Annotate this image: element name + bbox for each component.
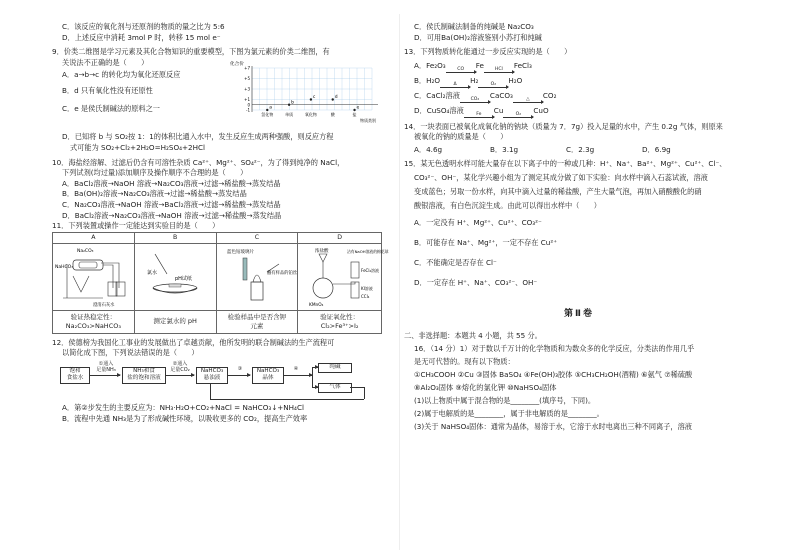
flow-box-brine: 饱和 食盐水 xyxy=(60,367,90,384)
q13-option-a xyxy=(404,58,754,73)
q14-options xyxy=(404,143,754,157)
y-axis-label: 化合价 xyxy=(230,62,244,68)
species: CaCO₃ xyxy=(489,90,513,100)
label-nahco3: NaHCO₃ xyxy=(55,264,74,270)
flow-step-4: ④ xyxy=(293,365,299,372)
reaction-arrow xyxy=(478,82,508,88)
flow-step-3: ③ xyxy=(237,365,243,372)
q9-option-d-eq: 式可能为 SO₂+Cl₂+2H₂O=H₂SO₄+2HCl xyxy=(70,142,206,152)
label-ph-paper: pH试纸 xyxy=(175,275,193,282)
species: CaCl₂溶液 xyxy=(426,90,460,100)
q11-table xyxy=(52,232,389,334)
left-column xyxy=(52,22,394,424)
option-prefix: C． xyxy=(414,90,427,100)
q15-stem-2: CO₃²⁻、OH⁻，某化学兴趣小组为了测定其成分做了如下实验：向水样中滴入石蕊试液，溶液 xyxy=(414,172,708,182)
label-fecl2: FeCl₂溶液 xyxy=(360,267,379,273)
y-tick-label: -1 xyxy=(246,107,250,113)
apparatus-b xyxy=(135,244,216,310)
species: CuSO₄溶液 xyxy=(426,105,464,115)
q16-substances-2: ⑧Al₂O₃固体 ⑨熔化的氯化钾 ⑩NaHSO₄固体 xyxy=(414,382,557,392)
x-tick-label: 单质 xyxy=(285,112,294,118)
q11-header-d: D xyxy=(298,232,382,243)
species: H₂O xyxy=(508,75,523,85)
y-tick-label: +3 xyxy=(244,86,250,92)
y-tick-label: +7 xyxy=(244,65,250,71)
purpose-d-1: 验证氧化性： xyxy=(320,312,360,321)
q16-sub-1: (1)以上物质中属于混合物的是________(填序号，下同)。 xyxy=(414,395,596,405)
q13-option-d xyxy=(404,103,754,118)
q16-sub-3: (3)关于 NaHSO₄固体：通常为晶体，易溶于水，它溶于水时电离出三种不同离子，溶液 xyxy=(414,421,692,431)
reagent-label: O₂ xyxy=(515,111,522,117)
species: Cu xyxy=(493,105,504,115)
q14-stem-1: 14．一块表面已被氧化成氧化钠的钠块（质量为 7．7g）投入足量的水中，产生 0.2g 气体，则原来 xyxy=(404,121,723,131)
flow-box-suspension: NaHCO₃ 悬浊液 xyxy=(196,367,228,384)
point-label-b: b xyxy=(291,100,294,106)
q13-stem: 13．下列物质转化能通过一步反应实现的是（ ） xyxy=(404,47,572,57)
label-conc-hcl: 浓盐酸 xyxy=(314,248,329,254)
label-platinum-wire: 蘸有样品的铂丝 xyxy=(266,270,297,276)
q12-option-d: D．可用Ba(OH)₂溶液鉴别小苏打和纯碱 xyxy=(414,32,542,42)
reagent-label: Fe xyxy=(476,111,482,117)
label-chlorine-water: 氯水 xyxy=(147,269,158,276)
x-tick-label: 氢化物 xyxy=(261,112,274,118)
point-e xyxy=(353,109,355,111)
q16-stem-2: 是无可代替的。现有以下物质： xyxy=(414,356,515,366)
label-cobalt-glass: 蓝色钴玻璃片 xyxy=(226,249,254,255)
right-column xyxy=(404,22,754,433)
point-c xyxy=(310,99,312,101)
species: H₂ xyxy=(470,75,479,85)
q11-header-b: B xyxy=(134,232,216,243)
q12-option-a: A．第②步发生的主要反应为：NH₃·H₂O+CO₂+NaCl = NaHCO₃↓+NH₄Cl xyxy=(62,402,304,412)
q15-stem-1: 15．某无色透明水样可能大量存在以下离子中的一种或几种：H⁺、Na⁺、Ba²⁺、Mg²⁺、Cu²⁺、Cl⁻、 xyxy=(404,158,727,168)
flow-arrow-3 xyxy=(228,375,250,376)
q15-option-b: B．可能存在 Na⁺、Mg²⁺，一定不存在 Cu²⁺ xyxy=(414,237,558,247)
part2-heading: 二、非选择题：本题共 4 小题，共 55 分。 xyxy=(404,330,542,340)
species: Fe₂O₃ xyxy=(426,60,446,70)
species: H₂O xyxy=(426,75,441,85)
point-label-d: d xyxy=(334,95,338,101)
purpose-a-1: 验证热稳定性： xyxy=(70,312,117,321)
x-axis-label: 物质类别 xyxy=(360,118,376,124)
y-tick-label: +5 xyxy=(244,76,250,82)
q12-option-b: B．流程中先通 NH₃是为了形成碱性环境，以吸收更多的 CO₂，提高生产效率 xyxy=(62,413,308,423)
flow-step-2: ②通入 足量CO₂ xyxy=(170,360,190,373)
reagent-label: HCl xyxy=(494,66,503,72)
reagent-label: Δ xyxy=(453,81,457,87)
flow-box-soda-ash: 纯碱 xyxy=(318,363,352,373)
label-limewater: 澄清石灰水 xyxy=(93,302,115,308)
y-tick-label: +1 xyxy=(244,97,250,103)
reagent-label: CO xyxy=(457,66,465,72)
species: Fe xyxy=(475,60,484,70)
point-label-e: e xyxy=(356,105,360,111)
q15-stem-3: 变成蓝色；另取一份水样，向其中滴入过量的稀盐酸，产生大量气泡，再加入硝酸酸化的硝 xyxy=(414,186,702,196)
q8-option-d: D．上述反应中消耗 3mol P 时，转移 15 mol e⁻ xyxy=(62,32,221,42)
label-kmno4: KMnO₄ xyxy=(308,302,323,308)
reaction-arrow xyxy=(513,97,543,103)
purpose-b: 测定氯水的 pH xyxy=(153,317,197,326)
label-ki: KI溶液 xyxy=(360,285,373,291)
option-prefix: B． xyxy=(414,75,427,85)
q10-option-a: A．BaCl₂溶液→NaOH 溶液→Na₂CO₃溶液→过滤→稀盐酸→蒸发结晶 xyxy=(62,178,281,188)
flow-box-gas: 气体 xyxy=(318,383,352,393)
reaction-arrow xyxy=(460,97,490,103)
apparatus-d xyxy=(298,244,389,310)
reaction-arrow xyxy=(484,67,514,73)
q12-stem-2: 以简化成下图，下列说法错误的是（ ） xyxy=(62,348,199,358)
q11-header-a: A xyxy=(53,232,135,243)
q14-option-b: B．3.1g xyxy=(490,144,519,154)
q16-substances-1: ①CH₃COOH ②Cu ③固体 BaSO₄ ④Fe(OH)₃胶体 ⑤CH₃CH₂OH(酒精) ⑥氨气 ⑦稀硫酸 xyxy=(414,369,693,379)
q12-option-c: C．侯氏制碱法制备的纯碱是 Na₂CO₃ xyxy=(414,22,534,31)
q14-stem-2: 被氧化的钠的质量是（ ） xyxy=(414,132,508,142)
flow-arrow-2 xyxy=(166,375,194,376)
reaction-arrow xyxy=(440,82,470,88)
label-na2co3: Na₂CO₃ xyxy=(77,248,94,254)
y-tick-label: 0 xyxy=(247,102,250,108)
q8-option-c: C．该反应的氧化剂与还原剂的物质的量之比为 5:6 xyxy=(62,22,225,31)
option-prefix: A． xyxy=(414,60,427,70)
point-d xyxy=(332,99,334,101)
option-prefix: D． xyxy=(414,105,427,115)
reagent-label: CO₂ xyxy=(470,96,480,102)
q15-option-a: A．一定没有 H⁺、Mg²⁺、Cu²⁺、CO₃²⁻ xyxy=(414,217,542,227)
reagent-label: △ xyxy=(526,96,530,102)
q15-option-d: D．一定存在 H⁺、Na⁺、CO₃²⁻、OH⁻ xyxy=(414,277,538,287)
q14-option-d: D．6.9g xyxy=(642,144,671,154)
purpose-a-2: Na₂CO₃>NaHCO₃ xyxy=(65,321,121,330)
q16-stem-1: 16．（14 分）1）对于数以千万计的化学物质和为数众多的化学反应，分类法的作用几乎 xyxy=(414,343,695,353)
q16-sub-2: (2)属于电解质的是________，属于非电解质的是________。 xyxy=(414,408,604,418)
q11-header-c: C xyxy=(216,232,298,243)
species: CO₂ xyxy=(542,90,557,100)
q9-option-a: A．a→b→c 的转化均为氧化还原反应 xyxy=(62,70,181,80)
flow-box-crystals: NaHCO₃ 晶体 xyxy=(252,367,284,384)
q13-option-b xyxy=(404,73,754,88)
x-tick-label: 氧化物 xyxy=(304,112,317,118)
apparatus-a xyxy=(53,244,134,310)
q10-option-d: D．BaCl₂溶液→Na₂CO₃溶液→NaOH 溶液→过滤→稀盐酸→蒸发结晶 xyxy=(62,210,282,220)
point-label-c: c xyxy=(312,95,316,101)
flow-arrow-4 xyxy=(284,375,312,376)
flow-arrow-1 xyxy=(90,375,120,376)
soda-process-flow xyxy=(52,359,392,403)
flow-recycle-line xyxy=(210,399,364,400)
q10-stem-1: 10．海盐经溶解、过滤后仍含有可溶性杂质 Ca²⁺、Mg²⁺、SO₄²⁻，为了得到纯净的 NaCl， xyxy=(52,157,345,167)
flow-box-ammoniated-brine: NH₃和食 盐的饱和溶液 xyxy=(122,367,166,384)
q9-stem-2: 关说法不正确的是（ ） xyxy=(62,57,149,67)
q13-options xyxy=(404,58,754,118)
reaction-arrow xyxy=(446,67,476,73)
column-divider xyxy=(399,14,400,550)
q10-option-b: B．Ba(OH)₂溶液→Na₂CO₃溶液→过滤→稀盐酸→蒸发结晶 xyxy=(62,189,247,199)
purpose-c-2: 元素 xyxy=(250,321,264,330)
q14-option-c: C．2.3g xyxy=(566,144,595,154)
point-a xyxy=(266,109,268,111)
valence-class-chart xyxy=(230,60,390,122)
q9-option-c: C．e 是侯氏制碱法的原料之一 xyxy=(62,104,160,114)
species: FeCl₃ xyxy=(513,60,532,70)
q9-stem-1: 9．价类二维图是学习元素及其化合物知识的重要模型，下图为氯元素的价类二维图，有 xyxy=(52,47,330,57)
point-label-a: a xyxy=(269,105,273,111)
reaction-arrow xyxy=(464,112,494,118)
label-naoh-cotton: 沾有NaOH溶液的棉花球 xyxy=(346,248,389,254)
label-ccl4: CCl₄ xyxy=(360,293,369,299)
species: CuO xyxy=(533,105,549,115)
q15-stem-4: 酸银溶液，有白色沉淀生成。由此可以得出水样中（ ） xyxy=(414,200,601,210)
q14-option-a: A．4.6g xyxy=(414,144,443,154)
purpose-c-1: 检验样品中是否含钾 xyxy=(227,312,287,321)
q13-option-c xyxy=(404,88,754,103)
q15-option-c: C．不能确定是否存在 Cl⁻ xyxy=(414,257,497,267)
flow-split-line xyxy=(312,367,313,388)
reaction-arrow xyxy=(503,112,533,118)
q9-option-b: B．d 只有氧化性没有还原性 xyxy=(62,86,153,96)
purpose-d-2: Cl₂>Fe³⁺>I₂ xyxy=(320,321,359,330)
q11-stem: 11．下列装置或操作一定能达到实验目的是（ ） xyxy=(52,221,220,231)
apparatus-c xyxy=(217,244,298,310)
flow-step-1: ①通入 足量NH₃ xyxy=(96,360,116,373)
section-title: 第Ⅱ卷 xyxy=(564,308,594,319)
q9-option-d: D．已知将 b 与 SO₂按 1：1的体积比通入水中，发生反应生成两种强酸，则反应方程 xyxy=(62,132,334,142)
q10-stem-2: 下列试剂(均过量)添加顺序及操作顺序不合理的是（ ） xyxy=(62,168,248,178)
x-tick-label: 盐 xyxy=(352,112,357,118)
point-b xyxy=(288,104,290,106)
x-tick-label: 酸 xyxy=(330,112,335,118)
q12-stem-1: 12．侯德榜为我国化工事业的发展做出了卓越贡献，他所发明的联合制碱法的生产流程可 xyxy=(52,337,335,347)
reagent-label: O₂ xyxy=(490,81,497,87)
q10-option-c: C．Na₂CO₃溶液→NaOH 溶液→BaCl₂溶液→过滤→稀盐酸→蒸发结晶 xyxy=(62,199,281,209)
